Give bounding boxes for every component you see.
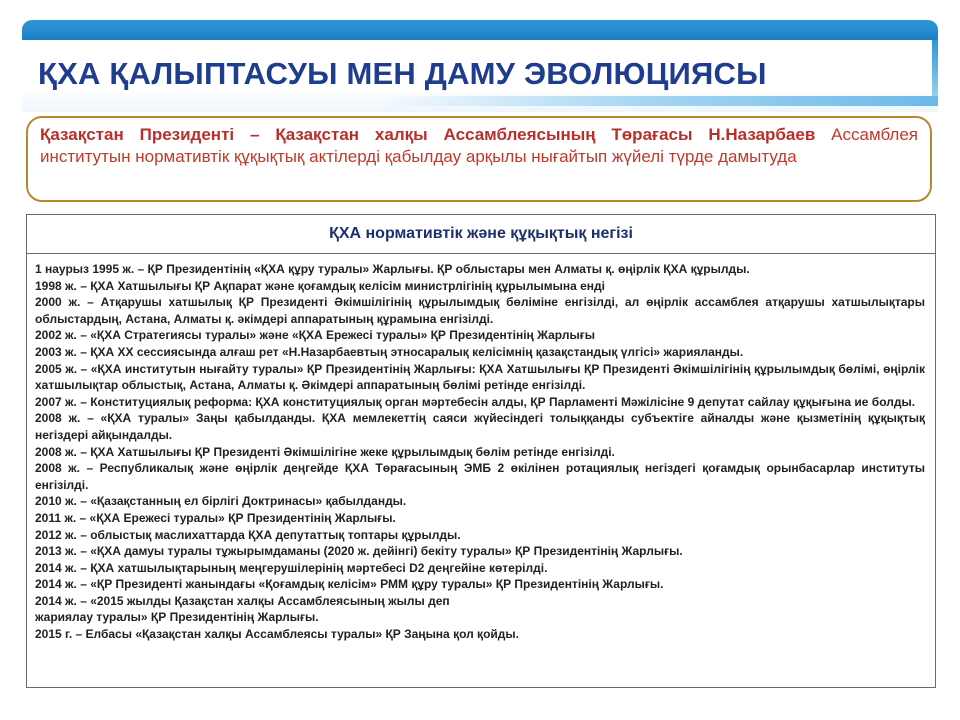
table-row: 2008 ж. – «ҚХА туралы» Заңы қабылданды. ҚХА мемлекеттің саяси жүйесіндегі толыққанды субъектіге айналды және қызметінің құқықтық негіздері айқындалды. bbox=[35, 411, 925, 442]
table-row: 1998 ж. – ҚХА Хатшылығы ҚР Ақпарат және қоғамдық келісім министрлігінің құрылымына енді bbox=[35, 278, 605, 293]
header-band bbox=[22, 20, 938, 40]
table-row: 1 наурыз 1995 ж. – ҚР Президентінің «ҚХА құру туралы» Жарлығы. ҚР облыстары мен Алматы қ. өңірлік ҚХА құрылды. bbox=[35, 262, 750, 276]
callout-box bbox=[26, 116, 932, 202]
table-row: жариялау туралы» ҚР Президентінің Жарлығы. bbox=[35, 610, 319, 625]
table-row: 2005 ж. – «ҚХА институтын нығайту туралы» ҚР Президентінің Жарлығы: ҚХА Хатшылығы ҚР Президенті Әкімшілігінің құрылымдық бөлімі, өңірлік хатшылықтар облыстық, Астана, Алматы қ. Әкімдері аппаратының бөлімі ретінде енгізілді. bbox=[35, 361, 925, 393]
table-header: ҚХА нормативтік және құқықтық негізі bbox=[27, 215, 935, 254]
table-row: 2011 ж. – «ҚХА Ережесі туралы» ҚР Президентінің Жарлығы. bbox=[35, 510, 396, 525]
table-row: 2003 ж. – ҚХА ХХ сессиясында алғаш рет «Н.Назарбаевтың этносаралық келісімнің қазақстандық үлгісі» жарияланды. bbox=[35, 344, 744, 359]
table-row: 2002 ж. – «ҚХА Стратегиясы туралы» және «ҚХА Ережесі туралы» ҚР Президентінің Жарлығы bbox=[35, 328, 595, 343]
table-row: 2014 ж. – ҚХА хатшылықтарының меңгерушілерінің мәртебесі D2 деңгейіне көтерілді. bbox=[35, 560, 548, 575]
header-swoosh bbox=[380, 96, 938, 106]
legal-basis-table bbox=[26, 214, 936, 688]
callout-lead: Қазақстан Президенті – Қазақстан халқы Ассамблеясының Төрағасы Н.Назарбаев bbox=[40, 125, 816, 144]
callout-text: Ассамблея институтын нормативтік құқықтық актілерді қабылдау арқылы нығайтып жүйелі түрде дамытуда bbox=[40, 125, 918, 166]
table-body bbox=[27, 254, 935, 643]
table-row: 2014 ж. – «2015 жылды Қазақстан халқы Ассамблеясының жылы деп bbox=[35, 593, 450, 608]
table-row: 2007 ж. – Конституциялық реформа: ҚХА конституциялық орган мәртебесін алды, ҚР Парламенті Мәжілісіне 9 депутат сайлау құқығына ие болды. bbox=[35, 394, 916, 409]
header-band-edge bbox=[932, 40, 938, 100]
table-row: 2015 г. – Елбасы «Қазақстан халқы Ассамблеясы туралы» ҚР Заңына қол қойды. bbox=[35, 627, 519, 642]
table-row: 2008 ж. – Республикалық және өңірлік деңгейде ҚХА Төрағасының ЭМБ 2 өкілінен ротациялық негіздегі қоғамдық орынбасарлар институты енгізілді. bbox=[35, 461, 925, 492]
table-row: 2014 ж. – «ҚР Президенті жанындағы «Қоғамдық келісім» РММ құру туралы» ҚР Президентінің Жарлығы. bbox=[35, 577, 664, 592]
table-row: 2012 ж. – облыстық маслихаттарда ҚХА депутаттық топтары құрылды. bbox=[35, 527, 461, 542]
table-row: 2013 ж. – «ҚХА дамуы туралы тұжырымдаманы (2020 ж. дейінгі) бекіту туралы» ҚР Президентінің Жарлығы. bbox=[35, 544, 683, 559]
table-row: 2010 ж. – «Қазақстанның ел бірлігі Доктринасы» қабылданды. bbox=[35, 494, 407, 509]
slide-title: ҚХА ҚАЛЫПТАСУЫ МЕН ДАМУ ЭВОЛЮЦИЯСЫ bbox=[38, 56, 767, 91]
table-row: 2000 ж. – Атқарушы хатшылық ҚР Президенті Әкімшілігінің құрылымдық бөліміне енгізілді, ал өңірлік ассамблея атқарушы хатшылықтары облыстардың, Астана, Алматы қ. әкімдері аппаратының құрамына енгізілді. bbox=[35, 295, 925, 326]
table-row: 2008 ж. – ҚХА Хатшылығы ҚР Президенті Әкімшілігіне жеке құрылымдық бөлім ретінде енгізілді. bbox=[35, 444, 615, 459]
